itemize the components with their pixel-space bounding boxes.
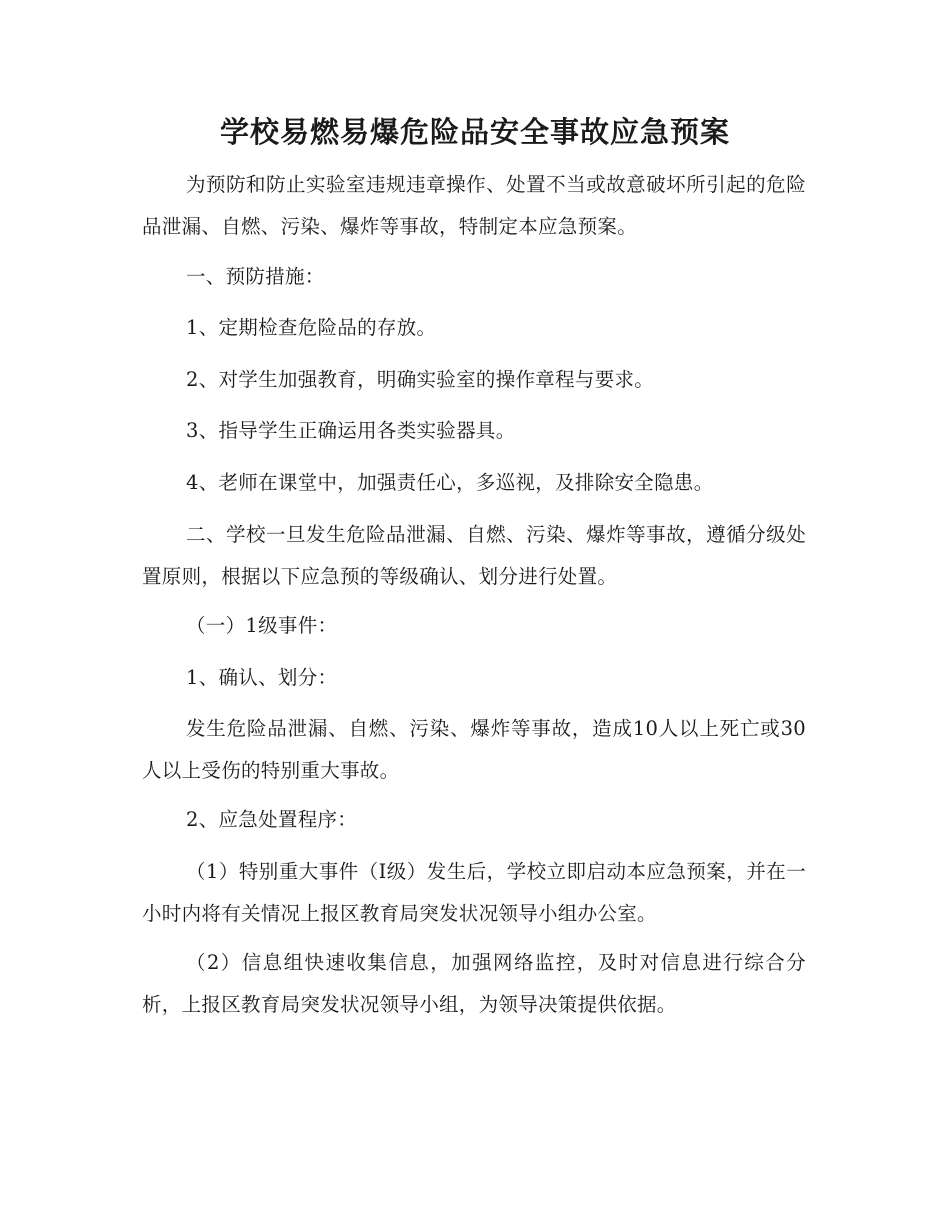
paragraph-section-1-heading: 一、预防措施： [186, 265, 325, 288]
paragraph-procedure-1: （1）特别重大事件（Ⅰ级）发生后，学校立即启动本应急预案，并在一小时内将有关情况上报区教育局突发状况领导小组办公室。 [142, 860, 806, 925]
paragraph-section-2-intro: 二、学校一旦发生危险品泄漏、自燃、污染、爆炸等事故，遵循分级处置原则，根据以下应急预的等级确认、划分进行处置。 [142, 523, 806, 588]
paragraph-confirm-body: 发生危险品泄漏、自燃、污染、爆炸等事故，造成10人以上死亡或30人以上受伤的特别重大事故。 [142, 717, 806, 782]
paragraph-level-1-heading: （一）1级事件： [186, 614, 338, 637]
paragraph-measure-3: 3、指导学生正确运用各类实验器具。 [186, 419, 516, 442]
paragraph-measure-4: 4、老师在课堂中，加强责任心，多巡视，及排除安全隐患。 [186, 471, 714, 494]
document-title: 学校易燃易爆危险品安全事故应急预案 [219, 115, 730, 149]
paragraph-measure-1: 1、定期检查危险品的存放。 [186, 316, 437, 339]
paragraph-intro: 为预防和防止实验室违规违章操作、处置不当或故意破坏所引起的危险品泄漏、自燃、污染、爆炸等事故，特制定本应急预案。 [142, 173, 806, 238]
paragraph-confirm-heading: 1、确认、划分： [186, 666, 338, 689]
paragraph-procedure-2: （2）信息组快速收集信息，加强网络监控，及时对信息进行综合分析，上报区教育局突发状况领导小组，为领导决策提供依据。 [142, 951, 806, 1016]
paragraph-measure-2: 2、对学生加强教育，明确实验室的操作章程与要求。 [186, 368, 655, 391]
paragraph-procedure-heading: 2、应急处置程序： [186, 808, 358, 831]
